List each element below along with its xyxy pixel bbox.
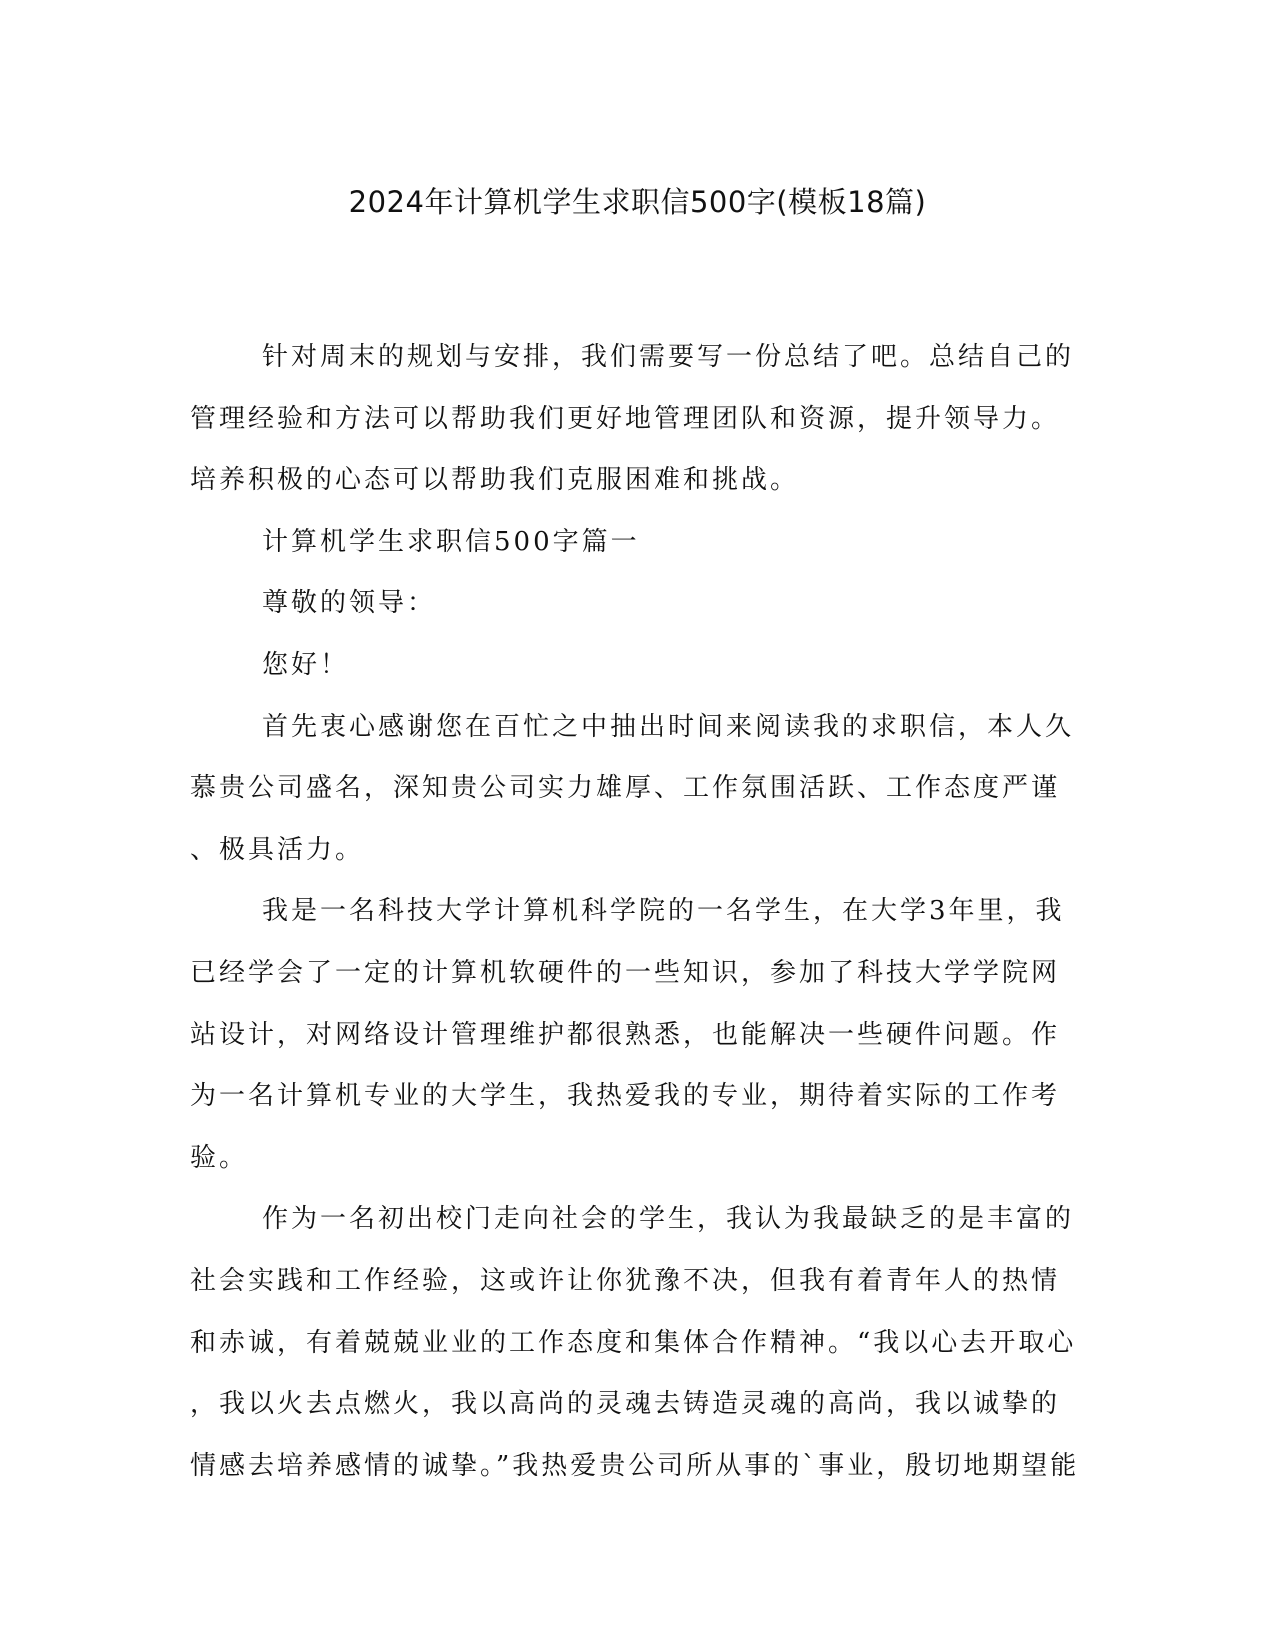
text-line: 尊敬的领导： [262,588,437,619]
text-line: 首先衷心感谢您在百忙之中抽出时间来阅读我的求职信，本人久 [262,711,1075,742]
paragraph [190,881,1085,1189]
text-line: 管理经验和方法可以帮助我们更好地管理团队和资源，提升领导力。 [190,403,1061,434]
text-line: 社会实践和工作经验，这或许让你犹豫不决，但我有着青年人的热情 [190,1265,1061,1296]
paragraph [190,635,1085,697]
text-line: 和赤诚，有着兢兢业业的工作态度和集体合作精神。“我以心去开取心 [190,1327,1077,1358]
text-line: 培养积极的心态可以帮助我们克服困难和挑战。 [190,465,800,496]
text-line: 为一名计算机专业的大学生，我热爱我的专业，期待着实际的工作考 [190,1081,1061,1112]
text-line: 慕贵公司盛名，深知贵公司实力雄厚、工作氛围活跃、工作态度严谨 [190,773,1061,804]
paragraph [190,512,1085,574]
document-body [190,327,1085,1497]
paragraph [190,573,1085,635]
text-line: 、极具活力。 [190,834,365,865]
paragraph [190,697,1085,882]
text-line: 作为一名初出校门走向社会的学生，我认为我最缺乏的是丰富的 [262,1204,1075,1235]
text-line: 已经学会了一定的计算机软硬件的一些知识，参加了科技大学学院网 [190,957,1061,988]
text-line: 验。 [190,1142,249,1173]
text-line: 我是一名科技大学计算机科学院的一名学生，在大学3年里，我 [262,896,1065,927]
text-line: 计算机学生求职信500字篇一 [262,526,640,557]
paragraph [190,327,1085,512]
document-title: 2024年计算机学生求职信500字(模板18篇) [348,185,927,219]
text-line: 情感去培养感情的诚挚。”我热爱贵公司所从事的`事业，殷切地期望能 [190,1450,1080,1481]
paragraph [190,1189,1085,1497]
text-line: ，我以火去点燃火，我以高尚的灵魂去铸造灵魂的高尚，我以诚挚的 [190,1389,1061,1420]
text-line: 站设计，对网络设计管理维护都很熟悉，也能解决一些硬件问题。作 [190,1019,1061,1050]
text-line: 针对周末的规划与安排，我们需要写一份总结了吧。总结自己的 [262,342,1075,372]
text-line: 您好！ [262,649,350,680]
